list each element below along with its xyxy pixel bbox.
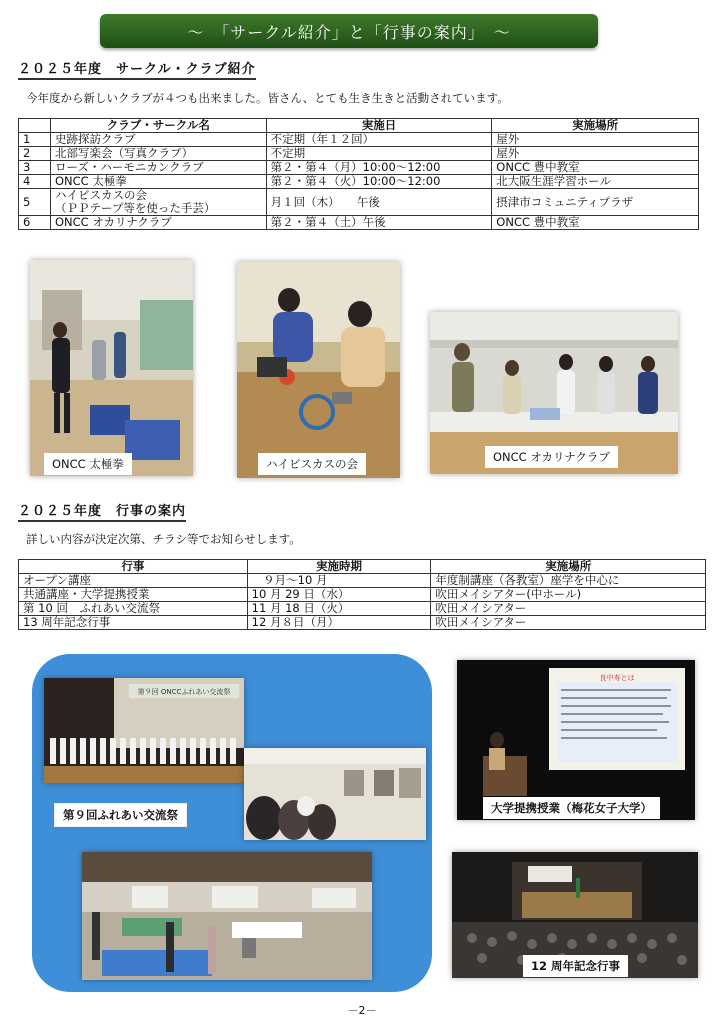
table-row [19,616,706,630]
row-event: オープン講座 [19,574,248,588]
row-place: 屋外 [492,147,699,161]
row-place: 北大阪生涯学習ホール [492,175,699,189]
row-no: 6 [19,216,51,230]
table-row [19,574,706,588]
table-header-row [19,119,699,133]
row-event: 13 周年記念行事 [19,616,248,630]
row-name: ONCC 太極拳 [50,175,266,189]
row-date: 月１回（木） 午後 [266,189,492,216]
table-row [19,588,706,602]
row-event: 第 10 回 ふれあい交流祭 [19,602,248,616]
table-row [19,133,699,147]
anniversary-caption: 12 周年記念行事 [523,955,628,977]
row-place: 摂津市コミュニティプラザ [492,189,699,216]
row-date: 不定期（年１２回） [266,133,492,147]
circles-heading: ２０２５年度 サークル・クラブ紹介 [18,58,256,80]
row-place: 吹田メイシアター(中ホール) [431,588,706,602]
row-period: 11 月 18 日（火） [247,602,431,616]
row-place: 吹田メイシアター [431,616,706,630]
events-heading: ２０２５年度 行事の案内 [18,500,186,522]
table-row [19,161,699,175]
row-name: 北部写楽会（写真クラブ） [50,147,266,161]
row-no: 5 [19,189,51,216]
page-number: －2－ [347,1004,377,1017]
row-place: ONCC 豊中教室 [492,216,699,230]
table-row [19,216,699,230]
row-period: 10 月 29 日（水） [247,588,431,602]
events-table [18,559,706,630]
row-no: 4 [19,175,51,189]
row-name: ONCC オカリナクラブ [50,216,266,230]
events-intro: 詳しい内容が決定次第、チラシ等でお知らせします。 [26,532,301,546]
row-period: ９月～10 月 [247,574,431,588]
row-no: 3 [19,161,51,175]
festival-hall-photo [82,852,372,980]
row-place: 年度制講座（各教室）座学を中心に [431,574,706,588]
table-header-row [19,560,706,574]
table-row [19,602,706,616]
slide-title-text: 良中寿とは [599,674,635,682]
taichi-photo [30,260,193,476]
festival-caption: 第９回ふれあい交流祭 [54,803,187,827]
row-place: ONCC 豊中教室 [492,161,699,175]
circles-intro: 今年度から新しいクラブが４つも出来ました。皆さん、とても生き生きと活動されています。 [26,91,509,105]
col-header-place: 実施場所 [492,119,699,133]
col-header-place: 実施場所 [431,560,706,574]
col-header-date: 実施日 [266,119,492,133]
hibiscus-photo [237,262,400,478]
row-no: 1 [19,133,51,147]
stage-banner-text: 第９回 ONCCふれあい交流祭 [137,688,231,696]
row-name: 史跡探訪クラブ [50,133,266,147]
ocarina-caption: ONCC オカリナクラブ [485,446,618,468]
row-name: ローズ・ハーモニカンクラブ [50,161,266,175]
col-header-no [19,119,51,133]
row-event: 共通講座・大学提携授業 [19,588,248,602]
lecture-caption: 大学提携授業（梅花女子大学） [483,797,660,819]
row-name: ハイビスカスの会 （ＰＰテープ等を使った手芸） [50,189,266,216]
row-place: 吹田メイシアター [431,602,706,616]
col-header-name: クラブ・サークル名 [50,119,266,133]
table-row [19,189,699,216]
col-header-event: 行事 [19,560,248,574]
festival-exhibit-photo [244,748,426,840]
page-banner: ～ 「サークル紹介」と「行事の案内」 ～ [100,14,598,48]
table-row [19,147,699,161]
col-header-period: 実施時期 [247,560,431,574]
circles-table [18,118,699,230]
row-date: 第２・第４（月）10:00～12:00 [266,161,492,175]
table-row [19,175,699,189]
row-period: 12 月８日（月） [247,616,431,630]
hibiscus-caption: ハイビスカスの会 [258,453,366,475]
lecture-photo [457,660,695,820]
festival-stage-photo [44,678,244,783]
row-date: 第２・第４（火）10:00～12:00 [266,175,492,189]
taichi-caption: ONCC 太極拳 [44,453,132,475]
row-date: 第２・第４（土）午後 [266,216,492,230]
row-no: 2 [19,147,51,161]
row-place: 屋外 [492,133,699,147]
row-date: 不定期 [266,147,492,161]
